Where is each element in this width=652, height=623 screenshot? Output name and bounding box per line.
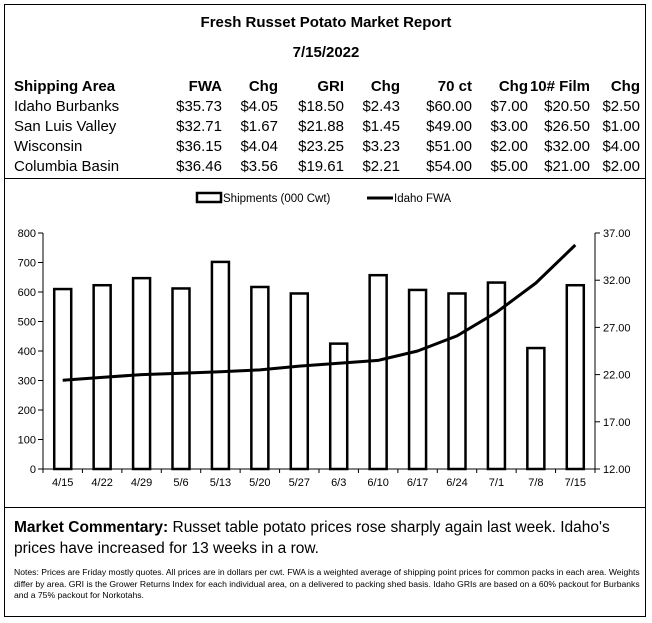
shipment-bar (212, 262, 229, 469)
x-tick-label: 7/15 (564, 477, 586, 489)
commentary-text: Russet table potato prices rose sharply again last week. Idaho's prices have increased for 13 weeks in a row. (14, 519, 610, 557)
x-tick-label: 6/17 (406, 477, 429, 489)
shipment-bar (567, 285, 584, 469)
y-right-tick-label: 17.00 (603, 416, 631, 429)
header-70ct: 70 ct (437, 78, 472, 95)
shipment-bar (370, 275, 387, 469)
report-notes: Notes: Prices are Friday mostly quotes. All prices are in dollars per cwt. FWA is a weighted average of shipping point prices for common packs in each area. Weights differ by area. GRI is the Grower Returns Index for each individual area, on a delivered to packing shed basis. Idaho GRIs are based on a 60% packout for Burbanks and a 75% packout for Norkotahs. (14, 567, 640, 600)
header-fwa-chg: Chg (248, 78, 278, 95)
cell-gri: $19.61 (298, 158, 344, 175)
cell-fwa: $36.46 (176, 158, 222, 175)
cell-gri: $18.50 (298, 98, 344, 115)
report-date: 7/15/2022 (292, 44, 360, 61)
cell-gri-chg: $2.21 (362, 158, 400, 175)
y-left-tick-label: 300 (17, 375, 36, 388)
cell-area: Idaho Burbanks (14, 98, 120, 115)
legend-shipments-label: Shipments (000 Cwt) (223, 193, 331, 205)
cell-area: Columbia Basin (14, 158, 120, 175)
cell-fwa-chg: $3.56 (240, 158, 278, 175)
y-right-tick-label: 32.00 (603, 275, 631, 288)
header-gri-chg: Chg (370, 78, 400, 95)
y-right-tick-label: 27.00 (603, 322, 631, 335)
cell-fwa: $35.73 (176, 98, 222, 115)
market-commentary (14, 517, 639, 559)
y-right-tick-label: 12.00 (603, 464, 631, 476)
header-70ct-chg: Chg (498, 78, 528, 95)
cell-film-chg: $2.50 (602, 98, 640, 115)
cell-gri-chg: $3.23 (362, 138, 400, 155)
cell-70ct-chg: $5.00 (490, 158, 528, 175)
x-tick-label: 6/3 (331, 477, 347, 489)
x-tick-label: 7/8 (528, 477, 544, 489)
y-left-tick-label: 0 (29, 464, 36, 476)
cell-film-chg: $2.00 (602, 158, 640, 175)
cell-fwa: $32.71 (176, 118, 222, 135)
y-right-tick-label: 22.00 (603, 369, 631, 382)
cell-gri: $21.88 (298, 118, 344, 135)
cell-gri: $23.25 (298, 138, 344, 155)
cell-70ct-chg: $2.00 (490, 138, 528, 155)
cell-area: San Luis Valley (14, 118, 117, 135)
y-left-tick-label: 200 (17, 405, 36, 417)
cell-70ct: $51.00 (426, 138, 472, 155)
shipment-bar (527, 348, 544, 469)
cell-70ct: $49.00 (426, 118, 472, 135)
x-tick-label: 6/24 (446, 477, 468, 489)
cell-film: $26.50 (544, 118, 590, 135)
y-right-tick-label: 37.00 (603, 228, 631, 240)
shipment-bar (449, 293, 466, 469)
y-left-tick-label: 500 (17, 316, 36, 329)
shipment-bar (251, 287, 268, 469)
header-gri: GRI (317, 78, 344, 95)
y-left-tick-label: 100 (17, 434, 36, 447)
cell-70ct: $60.00 (426, 98, 472, 115)
shipment-bar (291, 293, 308, 469)
shipment-bar (409, 290, 426, 469)
cell-film: $20.50 (544, 98, 590, 115)
legend-idaho-fwa-label: Idaho FWA (394, 193, 452, 205)
header-10lb-film-chg: Chg (610, 78, 640, 95)
y-left-tick-label: 400 (17, 346, 36, 358)
y-left-tick-label: 600 (17, 287, 36, 299)
header-10lb-film: 10# Film (529, 78, 590, 95)
cell-fwa-chg: $4.05 (240, 98, 278, 115)
x-tick-label: 4/29 (130, 477, 153, 489)
x-tick-label: 4/15 (52, 477, 74, 489)
report-title: Fresh Russet Potato Market Report (200, 14, 452, 31)
x-tick-label: 6/10 (367, 477, 389, 489)
y-left-tick-label: 800 (17, 228, 36, 240)
header-shipping-area: Shipping Area (14, 78, 116, 95)
cell-film: $21.00 (544, 158, 590, 175)
shipment-bar (173, 288, 190, 469)
chart-legend (197, 193, 451, 205)
cell-70ct-chg: $3.00 (490, 118, 528, 135)
cell-film-chg: $4.00 (602, 138, 640, 155)
y-left-tick-label: 700 (17, 257, 36, 270)
legend-shipments-swatch (197, 193, 221, 202)
cell-fwa-chg: $1.67 (240, 118, 278, 135)
commentary-label: Market Commentary: (14, 519, 169, 536)
cell-film: $32.00 (544, 138, 590, 155)
cell-gri-chg: $2.43 (362, 98, 400, 115)
cell-area: Wisconsin (14, 138, 83, 155)
cell-gri-chg: $1.45 (362, 118, 400, 135)
header-fwa: FWA (188, 78, 222, 95)
x-tick-label: 5/13 (209, 477, 232, 489)
x-tick-label: 5/27 (288, 477, 310, 489)
cell-fwa: $36.15 (176, 138, 222, 155)
cell-70ct: $54.00 (426, 158, 472, 175)
x-tick-label: 4/22 (91, 477, 113, 489)
cell-70ct-chg: $7.00 (490, 98, 528, 115)
cell-fwa-chg: $4.04 (240, 138, 278, 155)
cell-film-chg: $1.00 (602, 118, 640, 135)
x-tick-label: 7/1 (488, 477, 505, 489)
x-tick-label: 5/20 (249, 477, 271, 489)
x-tick-label: 5/6 (173, 477, 189, 489)
